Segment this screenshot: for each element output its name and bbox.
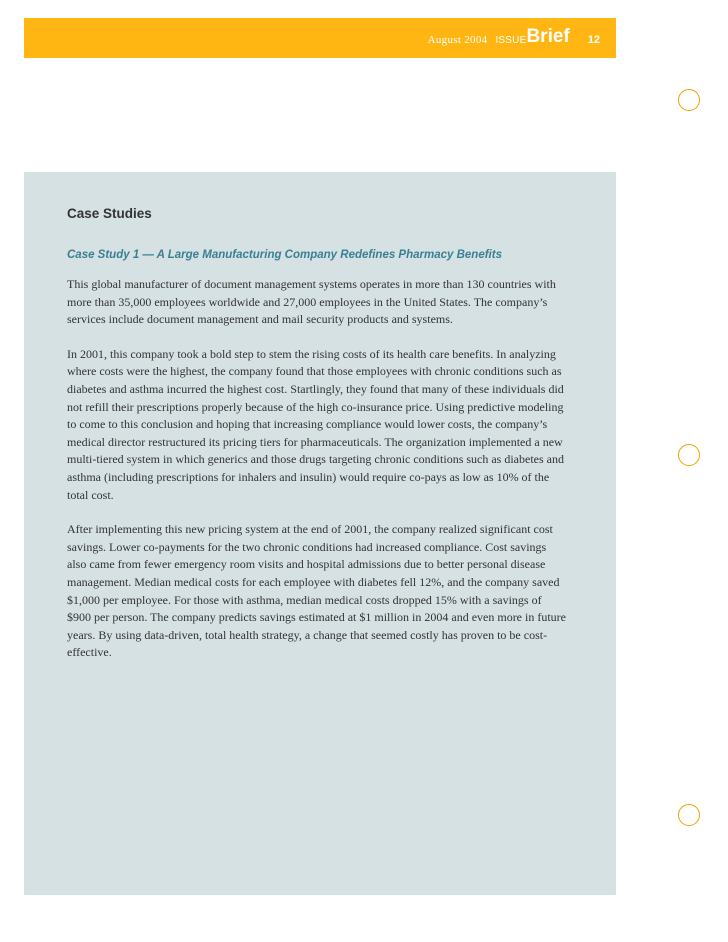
punch-hole-icon bbox=[678, 89, 700, 111]
paragraph-3: After implementing this new pricing system at the end of 2001, the company realized significant cost savings. Lower co-payments for the two chronic conditions had increased compliance. Cost savings also came from fewer emergency room visits and hospital admissions due to better personal disease management. Median medical costs for each employee with diabetes fell 12%, and the company saved $1,000 per employee. For those with asthma, median medical costs dropped 15% with a savings of $900 per person. The company predicts savings estimated at $1 million in 2004 and even more in future years. By using data-driven, total health strategy, a change that seemed costly has proven to be cost-effective. bbox=[67, 522, 566, 660]
publication-brief-label: Brief bbox=[526, 26, 570, 47]
punch-hole-icon bbox=[678, 804, 700, 826]
page-number: 12 bbox=[587, 34, 600, 46]
issue-date: August 2004 bbox=[427, 34, 488, 46]
article-body bbox=[67, 200, 567, 662]
paragraph-1: This global manufacturer of document management systems operates in more than 130 countries with more than 35,000 employees worldwide and 27,000 employees in the United States. The company’s services include document management and mail security products and systems. bbox=[67, 277, 556, 327]
paragraph-2: In 2001, this company took a bold step to stem the rising costs of its health care benefits. In analyzing where costs were the highest, the company found that those employees with chronic conditions such as diabetes and asthma incurred the highest cost. Startlingly, they found that many of these individuals did not refill their prescriptions properly because of the high co-insurance price. Using predictive modeling to come to this conclusion and hoping that increasing compliance would lower costs, the company’s medical director restructured its pricing tiers for pharmaceuticals. The organization implemented a new multi-tiered system in which generics and those drugs targeting chronic conditions such as diabetes and asthma (including prescriptions for inhalers and insulin) would require co-pays as low as 10% of the total cost. bbox=[67, 346, 564, 502]
publication-issue-label: ISSUE bbox=[495, 34, 527, 46]
case-study-title: Case Study 1 — A Large Manufacturing Company Redefines Pharmacy Benefits bbox=[67, 249, 502, 261]
punch-hole-icon bbox=[678, 444, 700, 466]
header-bar bbox=[24, 18, 616, 58]
section-title: Case Studies bbox=[67, 206, 152, 221]
header-content bbox=[428, 18, 600, 58]
